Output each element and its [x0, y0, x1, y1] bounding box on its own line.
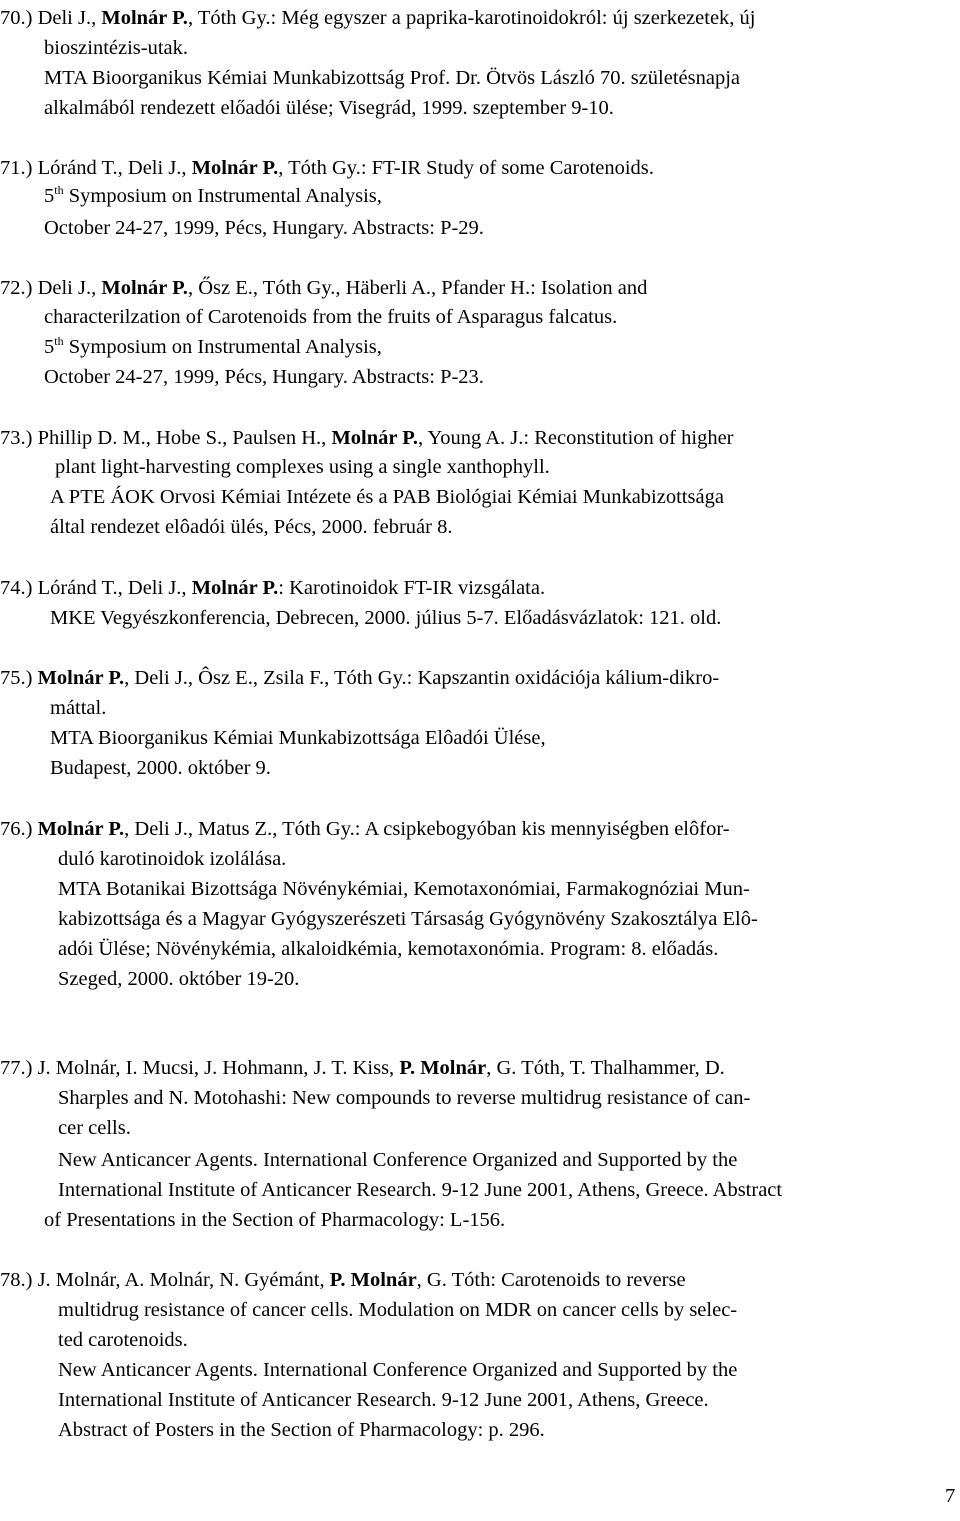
text-span: , Tóth Gy.: Még egyszer a paprika-karotinoidokról: új szerkezetek, új: [187, 7, 756, 29]
reference-line: [50, 515, 452, 539]
text-span: A PTE ÁOK Orvosi Kémiai Intézete és a PAB Biológiai Kémiai Munkabizottsága: [50, 486, 724, 508]
text-span: International Institute of Anticancer Research. 9-12 June 2001, Athens, Greece. Abstract: [58, 1179, 783, 1201]
reference-line: [55, 455, 550, 479]
reference-line: [58, 1086, 750, 1110]
text-span: cer cells.: [58, 1117, 131, 1139]
reference-line: [50, 756, 271, 780]
text-span: of Presentations in the Section of Pharmacology: L-156.: [44, 1209, 506, 1231]
text-span: Abstract of Posters in the Section of Pharmacology: p. 296.: [58, 1419, 545, 1441]
text-span: 70.) Deli J.,: [0, 7, 102, 29]
text-span: plant light-harvesting complexes using a single xanthophyll.: [55, 456, 550, 478]
text-span: MTA Bioorganikus Kémiai Munkabizottsága Elôadói Ülése,: [50, 727, 546, 749]
text-span: multidrug resistance of cancer cells. Modulation on MDR on cancer cells by selec-: [58, 1299, 738, 1321]
text-span: által rendezet elôadói ülés, Pécs, 2000. február 8.: [50, 516, 453, 538]
text-span: International Institute of Anticancer Research. 9-12 June 2001, Athens, Greece.: [58, 1389, 709, 1411]
text-span: , Young A. J.: Reconstitution of higher: [418, 427, 734, 449]
text-span: máttal.: [50, 697, 107, 719]
text-span: duló karotinoidok izolálása.: [58, 848, 287, 870]
reference-line: [58, 1116, 131, 1140]
reference-line: [44, 335, 382, 359]
text-span: MKE Vegyészkonferencia, Debrecen, 2000. július 5-7. Előadásvázlatok: 121. old.: [50, 607, 722, 629]
reference-line: [58, 967, 299, 991]
text-span: 5: [44, 336, 55, 358]
superscript: th: [54, 183, 64, 197]
text-span: 72.) Deli J.,: [0, 277, 102, 299]
reference-line: [44, 184, 382, 208]
text-span: characterilzation of Carotenoids from the fruits of Asparagus falcatus.: [44, 306, 618, 328]
text-span: Sharples and N. Motohashi: New compounds to reverse multidrug resistance of can-: [58, 1087, 751, 1109]
text-span: Symposium on Instrumental Analysis,: [63, 336, 382, 358]
reference-first-line: [0, 276, 647, 300]
reference-first-line: [0, 576, 545, 600]
text-span: Symposium on Instrumental Analysis,: [63, 185, 382, 207]
reference-line: [58, 1148, 737, 1172]
reference-line: [50, 726, 546, 750]
reference-first-line: [0, 817, 730, 841]
reference-first-line: [0, 666, 719, 690]
reference-line: [44, 96, 614, 120]
reference-line: [58, 877, 750, 901]
text-span: Szeged, 2000. október 19-20.: [58, 968, 300, 990]
reference-line: [58, 1418, 545, 1442]
reference-line: [58, 937, 718, 961]
page-number: 7: [945, 1485, 956, 1507]
reference-line: [50, 485, 724, 509]
text-span: adói Ülése; Növénykémia, alkaloidkémia, kemotaxonómia. Program: 8. előadás.: [58, 938, 719, 960]
text-span: October 24-27, 1999, Pécs, Hungary. Abstracts: P-29.: [44, 217, 484, 239]
reference-line: [44, 1208, 505, 1232]
reference-line: [58, 1328, 188, 1352]
reference-line: [50, 696, 106, 720]
text-span: ted carotenoids.: [58, 1329, 188, 1351]
text-span: alkalmából rendezett előadói ülése; Visegrád, 1999. szeptember 9-10.: [44, 97, 614, 119]
text-span: , G. Tóth, T. Thalhammer, D.: [486, 1057, 725, 1079]
text-span: MTA Botanikai Bizottsága Növénykémiai, Kemotaxonómiai, Farmakognóziai Mun-: [58, 878, 750, 900]
author-highlight: Molnár P.: [191, 577, 279, 599]
reference-first-line: [0, 1056, 725, 1080]
reference-first-line: [0, 1268, 686, 1292]
reference-line: [58, 907, 758, 931]
reference-line: [44, 365, 484, 389]
author-highlight: Molnár P.: [37, 818, 125, 840]
text-span: , Deli J., Ôsz E., Zsila F., Tóth Gy.: Kapszantin oxidációja kálium-dikro-: [124, 667, 720, 689]
text-span: 78.) J. Molnár, A. Molnár, N. Gyémánt,: [0, 1269, 330, 1291]
text-span: 74.) Lóránd T., Deli J.,: [0, 577, 192, 599]
text-span: MTA Bioorganikus Kémiai Munkabizottság Prof. Dr. Ötvös László 70. születésnapja: [44, 67, 741, 89]
text-span: , G. Tóth: Carotenoids to reverse: [416, 1269, 686, 1291]
text-span: , Ősz E., Tóth Gy., Häberli A., Pfander H.: Isolation and: [187, 277, 648, 299]
author-highlight: Molnár P.: [331, 427, 419, 449]
author-highlight: Molnár P.: [191, 157, 279, 179]
reference-line: [58, 847, 286, 871]
author-highlight: Molnár P.: [101, 7, 188, 29]
text-span: kabizottsága és a Magyar Gyógyszerészeti Társaság Gyógynövény Szakosztálya Elô-: [58, 908, 758, 930]
author-highlight: Molnár P.: [37, 667, 125, 689]
text-span: bioszintézis-utak.: [44, 37, 189, 59]
text-span: 76.): [0, 818, 38, 840]
reference-line: [44, 216, 484, 240]
reference-first-line: [0, 6, 756, 30]
reference-line: [58, 1178, 782, 1202]
reference-line: [44, 305, 617, 329]
text-span: 75.): [0, 667, 38, 689]
text-span: New Anticancer Agents. International Conference Organized and Supported by the: [58, 1359, 738, 1381]
author-highlight: P. Molnár: [399, 1057, 487, 1079]
reference-line: [58, 1298, 737, 1322]
text-span: New Anticancer Agents. International Conference Organized and Supported by the: [58, 1149, 738, 1171]
text-span: 77.) J. Molnár, I. Mucsi, J. Hohmann, J. T. Kiss,: [0, 1057, 400, 1079]
text-span: 73.) Phillip D. M., Hobe S., Paulsen H.,: [0, 427, 332, 449]
text-span: , Tóth Gy.: FT-IR Study of some Carotenoids.: [278, 157, 654, 179]
reference-line: [44, 66, 740, 90]
superscript: th: [54, 334, 64, 348]
reference-line: [44, 36, 188, 60]
reference-first-line: [0, 426, 734, 450]
text-span: Budapest, 2000. október 9.: [50, 757, 271, 779]
reference-line: [58, 1388, 709, 1412]
text-span: 71.) Lóránd T., Deli J.,: [0, 157, 192, 179]
author-highlight: P. Molnár: [329, 1269, 417, 1291]
text-span: 5: [44, 185, 55, 207]
text-span: : Karotinoidok FT-IR vizsgálata.: [278, 577, 546, 599]
text-span: , Deli J., Matus Z., Tóth Gy.: A csipkebogyóban kis mennyiségben elôfor-: [124, 818, 730, 840]
author-highlight: Molnár P.: [101, 277, 188, 299]
reference-first-line: [0, 156, 654, 180]
reference-line: [50, 606, 721, 630]
reference-line: [58, 1358, 737, 1382]
text-span: October 24-27, 1999, Pécs, Hungary. Abstracts: P-23.: [44, 366, 484, 388]
